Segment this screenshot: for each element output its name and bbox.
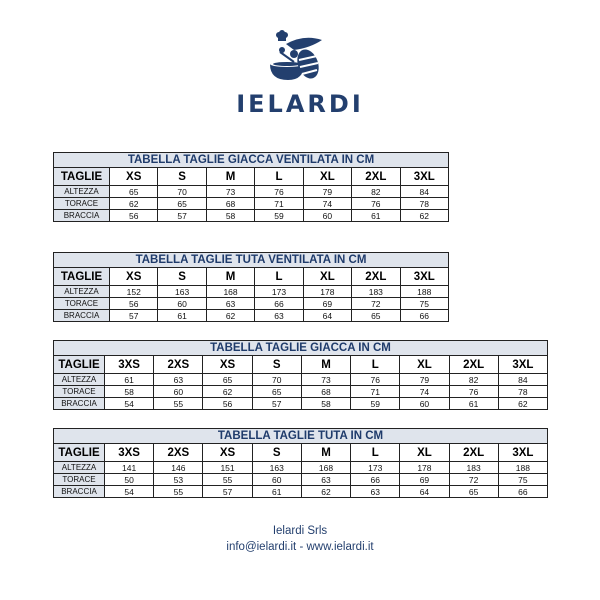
cell-value: 84 bbox=[498, 374, 547, 386]
cell-value: 56 bbox=[110, 210, 158, 222]
footer-contact: info@ielardi.it - www.ielardi.it bbox=[226, 541, 374, 553]
cell-value: 61 bbox=[449, 398, 498, 410]
cell-value: 183 bbox=[449, 462, 498, 474]
cell-value: 61 bbox=[105, 374, 154, 386]
table-row bbox=[54, 462, 548, 474]
cell-value: 61 bbox=[352, 210, 400, 222]
cell-value: 75 bbox=[498, 474, 547, 486]
size-header: M bbox=[301, 356, 350, 374]
header-label: TAGLIE bbox=[54, 268, 110, 286]
size-header: XS bbox=[110, 168, 158, 186]
cell-value: 82 bbox=[352, 186, 400, 198]
header-label: TAGLIE bbox=[54, 444, 105, 462]
cell-value: 62 bbox=[206, 310, 254, 322]
size-header: 2XS bbox=[154, 356, 203, 374]
cell-value: 71 bbox=[255, 198, 303, 210]
size-header: L bbox=[255, 268, 303, 286]
size-header: 3XL bbox=[400, 168, 448, 186]
cell-value: 50 bbox=[105, 474, 154, 486]
cell-value: 84 bbox=[400, 186, 448, 198]
cell-value: 60 bbox=[154, 386, 203, 398]
cell-value: 59 bbox=[255, 210, 303, 222]
cell-value: 73 bbox=[206, 186, 254, 198]
size-header: S bbox=[158, 268, 206, 286]
size-header: S bbox=[252, 444, 301, 462]
row-label: TORACE bbox=[54, 198, 110, 210]
cell-value: 62 bbox=[400, 210, 448, 222]
size-table-tuta bbox=[53, 428, 548, 498]
size-header: XS bbox=[110, 268, 158, 286]
footer-company: Ielardi Srls bbox=[272, 525, 328, 537]
row-label: ALTEZZA bbox=[54, 374, 105, 386]
cell-value: 69 bbox=[303, 298, 351, 310]
size-header: XL bbox=[303, 268, 351, 286]
table-row bbox=[54, 286, 449, 298]
cell-value: 76 bbox=[351, 374, 400, 386]
cell-value: 55 bbox=[154, 398, 203, 410]
cell-value: 65 bbox=[203, 374, 252, 386]
cell-value: 57 bbox=[110, 310, 158, 322]
cell-value: 76 bbox=[255, 186, 303, 198]
cell-value: 65 bbox=[110, 186, 158, 198]
cell-value: 63 bbox=[255, 310, 303, 322]
cell-value: 82 bbox=[449, 374, 498, 386]
table-row bbox=[54, 386, 548, 398]
row-label: BRACCIA bbox=[54, 310, 110, 322]
row-label: BRACCIA bbox=[54, 210, 110, 222]
cell-value: 63 bbox=[301, 474, 350, 486]
cell-value: 55 bbox=[203, 474, 252, 486]
cell-value: 62 bbox=[498, 398, 547, 410]
size-header: M bbox=[206, 168, 254, 186]
cell-value: 183 bbox=[352, 286, 400, 298]
cell-value: 76 bbox=[352, 198, 400, 210]
table-row bbox=[54, 310, 449, 322]
brand-name: IELARDI bbox=[236, 90, 364, 118]
table-row bbox=[54, 374, 548, 386]
cell-value: 57 bbox=[252, 398, 301, 410]
cell-value: 63 bbox=[206, 298, 254, 310]
cell-value: 62 bbox=[110, 198, 158, 210]
cell-value: 141 bbox=[105, 462, 154, 474]
size-header: 2XL bbox=[352, 168, 400, 186]
cell-value: 60 bbox=[303, 210, 351, 222]
size-header: 3XS bbox=[105, 356, 154, 374]
cell-value: 78 bbox=[400, 198, 448, 210]
cell-value: 57 bbox=[158, 210, 206, 222]
cell-value: 60 bbox=[252, 474, 301, 486]
cell-value: 61 bbox=[252, 486, 301, 498]
size-header: 2XL bbox=[449, 444, 498, 462]
cell-value: 66 bbox=[255, 298, 303, 310]
cell-value: 151 bbox=[203, 462, 252, 474]
cell-value: 69 bbox=[400, 474, 449, 486]
cell-value: 79 bbox=[303, 186, 351, 198]
table-title: TABELLA TAGLIE GIACCA VENTILATA IN CM bbox=[54, 153, 449, 168]
cell-value: 74 bbox=[400, 386, 449, 398]
cell-value: 62 bbox=[203, 386, 252, 398]
cell-value: 61 bbox=[158, 310, 206, 322]
cell-value: 173 bbox=[255, 286, 303, 298]
bee-logo-icon bbox=[264, 30, 336, 88]
table-row bbox=[54, 210, 449, 222]
cell-value: 65 bbox=[252, 386, 301, 398]
header-label: TAGLIE bbox=[54, 356, 105, 374]
brand-logo bbox=[0, 30, 600, 118]
cell-value: 168 bbox=[301, 462, 350, 474]
cell-value: 66 bbox=[351, 474, 400, 486]
table-row bbox=[54, 474, 548, 486]
cell-value: 178 bbox=[303, 286, 351, 298]
cell-value: 163 bbox=[158, 286, 206, 298]
cell-value: 68 bbox=[301, 386, 350, 398]
cell-value: 188 bbox=[498, 462, 547, 474]
cell-value: 146 bbox=[154, 462, 203, 474]
size-header: XL bbox=[400, 444, 449, 462]
cell-value: 57 bbox=[203, 486, 252, 498]
cell-value: 60 bbox=[158, 298, 206, 310]
cell-value: 66 bbox=[498, 486, 547, 498]
cell-value: 178 bbox=[400, 462, 449, 474]
table-row bbox=[54, 398, 548, 410]
size-header: L bbox=[255, 168, 303, 186]
cell-value: 63 bbox=[154, 374, 203, 386]
cell-value: 63 bbox=[351, 486, 400, 498]
cell-value: 55 bbox=[154, 486, 203, 498]
cell-value: 56 bbox=[203, 398, 252, 410]
size-header: L bbox=[351, 444, 400, 462]
cell-value: 70 bbox=[252, 374, 301, 386]
cell-value: 78 bbox=[498, 386, 547, 398]
cell-value: 58 bbox=[206, 210, 254, 222]
table-row bbox=[54, 186, 449, 198]
size-header: 3XL bbox=[498, 444, 547, 462]
row-label: ALTEZZA bbox=[54, 286, 110, 298]
cell-value: 54 bbox=[105, 486, 154, 498]
size-header: S bbox=[252, 356, 301, 374]
cell-value: 58 bbox=[105, 386, 154, 398]
cell-value: 59 bbox=[351, 398, 400, 410]
size-header: XS bbox=[203, 444, 252, 462]
cell-value: 65 bbox=[352, 310, 400, 322]
size-header: 3XS bbox=[105, 444, 154, 462]
cell-value: 173 bbox=[351, 462, 400, 474]
size-header: 3XL bbox=[498, 356, 547, 374]
cell-value: 60 bbox=[400, 398, 449, 410]
size-table-giacca-ventilata bbox=[53, 152, 449, 222]
size-header: XL bbox=[400, 356, 449, 374]
cell-value: 65 bbox=[449, 486, 498, 498]
size-header: XS bbox=[203, 356, 252, 374]
size-table-giacca bbox=[53, 340, 548, 410]
cell-value: 152 bbox=[110, 286, 158, 298]
table-title: TABELLA TAGLIE TUTA IN CM bbox=[54, 429, 548, 444]
cell-value: 68 bbox=[206, 198, 254, 210]
cell-value: 70 bbox=[158, 186, 206, 198]
cell-value: 62 bbox=[301, 486, 350, 498]
row-label: TORACE bbox=[54, 298, 110, 310]
table-row bbox=[54, 298, 449, 310]
size-header: L bbox=[351, 356, 400, 374]
size-header: 3XL bbox=[400, 268, 448, 286]
table-row bbox=[54, 198, 449, 210]
cell-value: 65 bbox=[158, 198, 206, 210]
size-header: M bbox=[206, 268, 254, 286]
size-header: S bbox=[158, 168, 206, 186]
size-header: XL bbox=[303, 168, 351, 186]
row-label: TORACE bbox=[54, 474, 105, 486]
table-title: TABELLA TAGLIE TUTA VENTILATA IN CM bbox=[54, 253, 449, 268]
cell-value: 66 bbox=[400, 310, 448, 322]
cell-value: 73 bbox=[301, 374, 350, 386]
cell-value: 163 bbox=[252, 462, 301, 474]
cell-value: 72 bbox=[352, 298, 400, 310]
cell-value: 53 bbox=[154, 474, 203, 486]
size-table-tuta-ventilata bbox=[53, 252, 449, 322]
row-label: BRACCIA bbox=[54, 398, 105, 410]
row-label: ALTEZZA bbox=[54, 462, 105, 474]
size-header: 2XS bbox=[154, 444, 203, 462]
cell-value: 58 bbox=[301, 398, 350, 410]
table-title: TABELLA TAGLIE GIACCA IN CM bbox=[54, 341, 548, 356]
cell-value: 79 bbox=[400, 374, 449, 386]
cell-value: 72 bbox=[449, 474, 498, 486]
table-row bbox=[54, 486, 548, 498]
row-label: ALTEZZA bbox=[54, 186, 110, 198]
cell-value: 54 bbox=[105, 398, 154, 410]
cell-value: 74 bbox=[303, 198, 351, 210]
cell-value: 75 bbox=[400, 298, 448, 310]
size-header: M bbox=[301, 444, 350, 462]
cell-value: 64 bbox=[303, 310, 351, 322]
cell-value: 56 bbox=[110, 298, 158, 310]
size-header: 2XL bbox=[352, 268, 400, 286]
row-label: BRACCIA bbox=[54, 486, 105, 498]
cell-value: 168 bbox=[206, 286, 254, 298]
cell-value: 71 bbox=[351, 386, 400, 398]
row-label: TORACE bbox=[54, 386, 105, 398]
size-header: 2XL bbox=[449, 356, 498, 374]
cell-value: 64 bbox=[400, 486, 449, 498]
cell-value: 76 bbox=[449, 386, 498, 398]
cell-value: 188 bbox=[400, 286, 448, 298]
header-label: TAGLIE bbox=[54, 168, 110, 186]
